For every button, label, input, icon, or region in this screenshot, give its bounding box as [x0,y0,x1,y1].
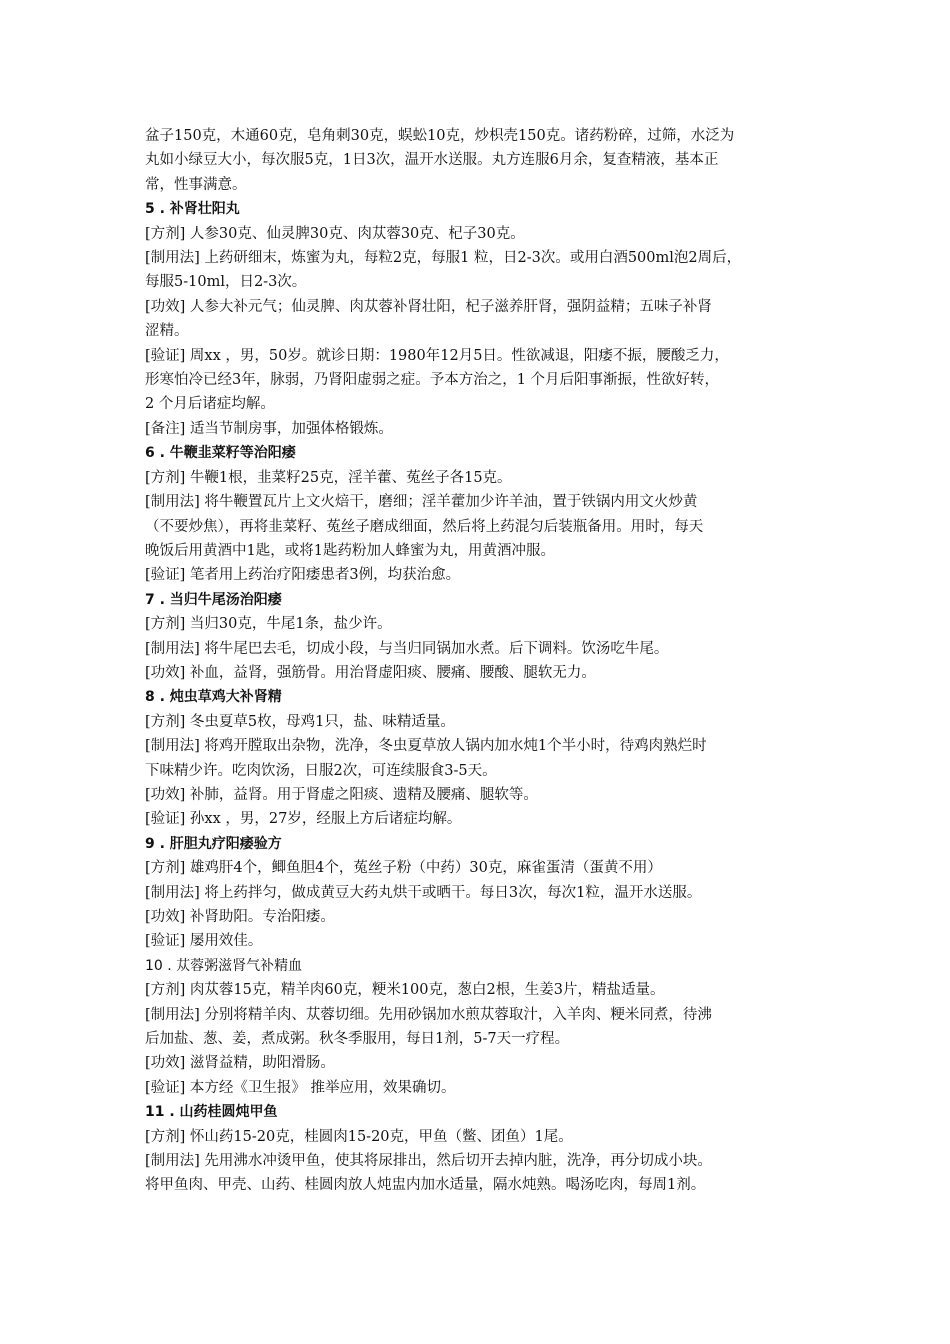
section-heading: 11 . 山药桂圆炖甲鱼 [145,1104,278,1121]
text-line: [方剂] 肉苁蓉15克，精羊肉60克，粳米100克，葱白2根，生姜3片，精盐适量。 [145,982,665,999]
text-line: [验证] 孙xx ，男，27岁，经服上方后诸症均解。 [145,811,462,828]
text-line: 涩精。 [145,323,189,340]
text-line: [方剂] 雄鸡肝4个，鲫鱼胆4个，菟丝子粉（中药）30克，麻雀蛋清（蛋黄不用） [145,860,662,877]
text-line: 丸如小绿豆大小，每次服5克，1日3次，温开水送服。丸方连服6月余，复查精液，基本正 [145,152,719,169]
text-line: 下味精少许。吃肉饮汤，日服2次，可连续服食3-5天。 [145,762,497,779]
text-line: [方剂] 怀山药15-20克，桂圆肉15-20克，甲鱼（鳖、团鱼）1尾。 [145,1128,573,1145]
section-heading: 8 . 炖虫草鸡大补肾精 [145,689,282,706]
section-heading: 10 . 苁蓉粥滋肾气补精血 [145,957,303,974]
section-heading: 7 . 当归牛尾汤治阳痿 [145,591,282,608]
text-line: [制用法] 分别将精羊肉、苁蓉切细。先用砂锅加水煎苁蓉取汁，入羊肉、粳米同煮，待沸 [145,1006,712,1023]
section-heading: 9 . 肝胆丸疗阳痿验方 [145,835,282,852]
text-line: [制用法] 将牛尾巴去毛，切成小段，与当归同锅加水煮。后下调料。饮汤吃牛尾。 [145,640,669,657]
text-line: [方剂] 冬虫夏草5枚，母鸡1只，盐、味精适量。 [145,713,455,730]
section-heading: 6 . 牛鞭韭菜籽等治阳痿 [145,445,296,462]
text-line: （不要炒焦），再将韭菜籽、菟丝子磨成细面，然后将上药混匀后装瓶备用。用时，每天 [145,518,704,535]
text-line: [方剂] 牛鞭1根，韭菜籽25克，淫羊藿、菟丝子各15克。 [145,469,512,486]
text-line: 晚饭后用黄酒中1匙，或将1匙药粉加人蜂蜜为丸，用黄酒冲服。 [145,542,555,559]
text-line: [功效] 补肾助阳。专治阳痿。 [145,909,335,925]
text-line: [功效] 人参大补元气；仙灵脾、肉苁蓉补肾壮阳，杞子滋养肝肾，强阴益精；五味子补肾 [145,298,712,315]
text-line: 盆子150克，木通60克，皂角刺30克，蜈蚣10克，炒枳壳150克。诸药粉碎，过筛，水泛为 [145,128,735,144]
section-heading: 5 . 补肾壮阳丸 [145,201,240,218]
text-line: 常，性事满意。 [145,176,247,193]
text-line: 后加盐、葱、姜，煮成粥。秋冬季服用，每日1剂，5-7天一疗程。 [145,1031,570,1048]
text-line: 形寒怕冷已经3年，脉弱，乃肾阳虚弱之症。予本方治之，1 个月后阳事渐振，性欲好转， [145,372,720,389]
text-line: [功效] 补肺，益肾。用于肾虚之阳痰、遗精及腰痛、腿软等。 [145,786,538,803]
text-line: [验证] 本方经《卫生报》 推举应用，效果确切。 [145,1079,456,1096]
text-line: [制用法] 先用沸水冲烫甲鱼，使其将尿排出，然后切开去掉内脏，洗净，再分切成小块。 [145,1153,712,1170]
text-line: 将甲鱼肉、甲壳、山药、桂圆肉放人炖盅内加水适量，隔水炖熟。喝汤吃肉，每周1剂。 [145,1177,706,1194]
text-line: [方剂] 人参30克、仙灵脾30克、肉苁蓉30克、杞子30克。 [145,225,525,242]
text-line: [备注] 适当节制房事，加强体格锻炼。 [145,420,393,437]
text-line: [验证] 周xx ，男，50岁。就诊日期：1980年12月5日。性欲减退，阳痿不振，腰酸乏力， [145,347,729,364]
text-line: [验证] 屡用效佳。 [145,933,263,950]
text-line: [制用法] 将鸡开膛取出杂物，洗净，冬虫夏草放人锅内加水炖1个半小时，待鸡肉熟烂时 [145,738,707,755]
text-line: [功效] 滋肾益精，助阳滑肠。 [145,1055,335,1072]
text-line: [制用法] 将牛鞭置瓦片上文火焙干，磨细；淫羊藿加少许羊油，置于铁锅内用文火炒黄 [145,494,698,511]
text-line: [功效] 补血，益肾，强筋骨。用治肾虚阳痰、腰痛、腰酸、腿软无力。 [145,664,596,681]
text-line: 每服5-10ml，日2-3次。 [145,274,307,291]
text-line: [方剂] 当归30克，牛尾1条，盐少许。 [145,616,392,633]
text-line: [制用法] 将上药拌匀，做成黄豆大药丸烘干或晒干。每日3次，每次1粒，温开水送服。 [145,884,702,901]
text-line: [制用法] 上药研细末，炼蜜为丸，每粒2克，每服1 粒，日2-3次。或用白酒500ml泡2周后， [145,250,742,267]
text-line: 2 个月后诸症均解。 [145,396,275,413]
text-line: [验证] 笔者用上药治疗阳痿患者3例，均获治愈。 [145,567,461,584]
